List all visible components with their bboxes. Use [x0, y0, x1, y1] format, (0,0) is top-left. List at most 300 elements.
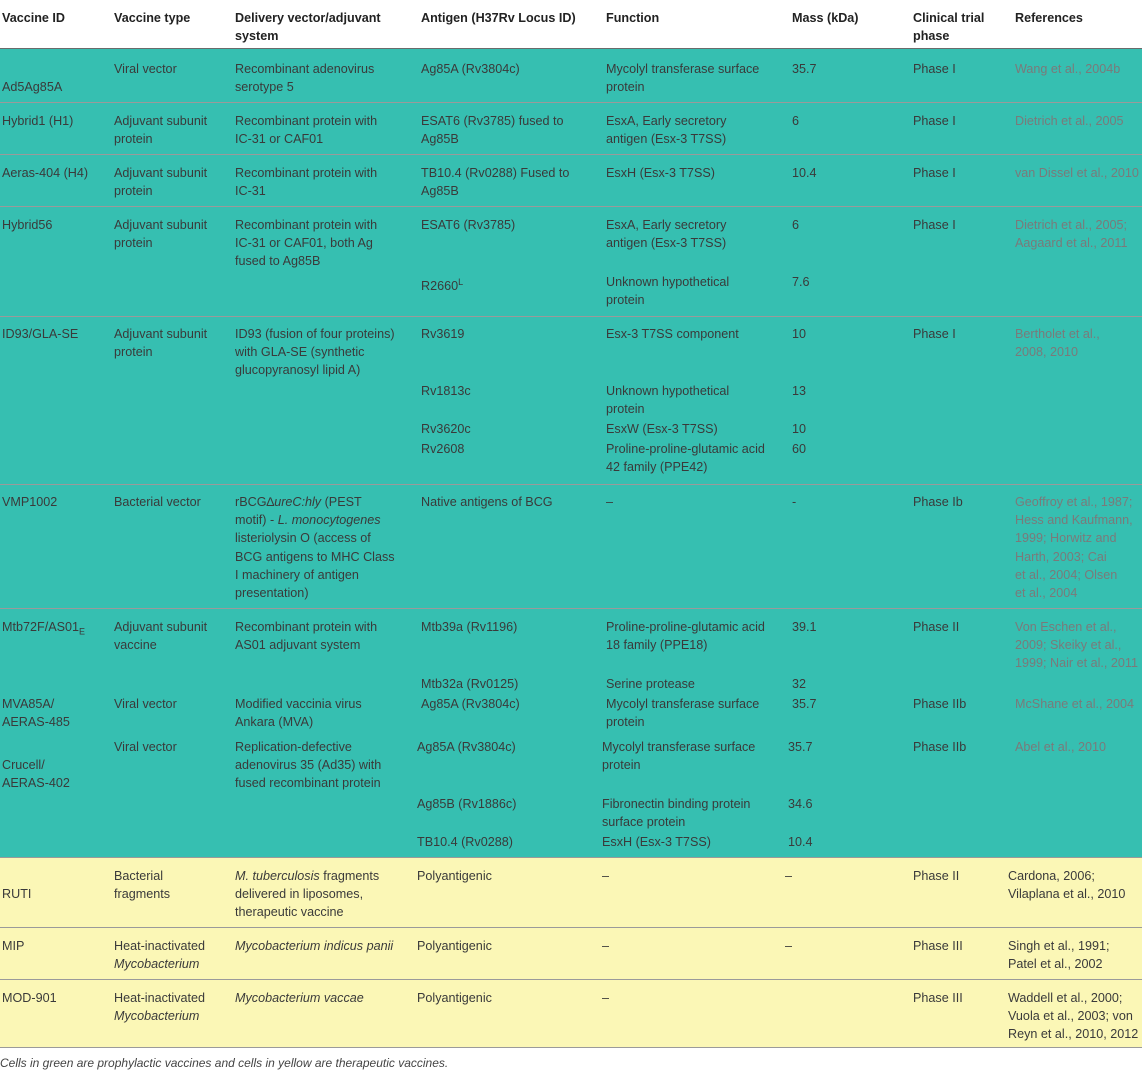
table-cell — [417, 989, 492, 1007]
cell-line: et al., 2004; Olsen — [1015, 567, 1118, 582]
column-header: Mass (kDa) — [792, 11, 859, 25]
table-cell — [417, 833, 513, 851]
cell-line: I machinery of antigen — [235, 567, 359, 582]
table-cell — [913, 937, 963, 955]
cell-line: Rv3619 — [421, 327, 465, 341]
cell-line: Heat-inactivated — [114, 991, 206, 1005]
cell-line: Phase II — [913, 620, 960, 634]
cell-line: 42 family (PPE42) — [606, 460, 708, 475]
row-separator — [0, 1047, 1142, 1048]
column-header: Delivery vector/adjuvant system — [235, 11, 381, 43]
cell-line: Recombinant protein with — [235, 620, 378, 634]
cell-line: Phase IIb — [913, 697, 967, 711]
table-cell — [788, 833, 813, 851]
cell-line: - — [792, 495, 797, 509]
cell-line: Geoffroy et al., 1987; — [1015, 495, 1133, 509]
cell-line: delivered in liposomes, — [235, 887, 364, 902]
table-cell — [785, 867, 792, 885]
cell-line: Vilaplana et al., 2010 — [1008, 887, 1126, 902]
table-cell — [2, 695, 70, 731]
table-cell — [913, 493, 963, 511]
table-cell — [235, 738, 381, 793]
table-cell — [421, 440, 464, 458]
cell-line: Polyantigenic — [417, 869, 492, 883]
cell-line: protein — [606, 80, 645, 95]
table-cell — [417, 867, 492, 885]
table-cell — [2, 493, 57, 511]
table-cell — [913, 112, 956, 130]
cell-line: MVA85A/ — [2, 697, 55, 711]
table-cell — [792, 60, 817, 78]
reference-cell — [1015, 695, 1134, 713]
column-header: Vaccine type — [114, 11, 191, 25]
cell-line: Cardona, 2006; — [1008, 869, 1095, 883]
table-cell — [788, 795, 813, 813]
cell-line: Adjuvant subunit — [114, 327, 208, 341]
cell-line: Ag85A (Rv3804c) — [417, 740, 516, 754]
table-cell — [792, 273, 810, 291]
column-header: Function — [606, 11, 660, 25]
cell-line: Mtb32a (Rv0125) — [421, 677, 519, 691]
cell-line: IC-31 or CAF01 — [235, 132, 324, 147]
cell-line: protein — [114, 132, 153, 147]
cell-line: Mycobacterium indicus panii — [235, 939, 394, 953]
table-cell — [913, 867, 959, 885]
cell-line: – — [785, 939, 793, 953]
cell-line: 1999; Nair et al., 2011 — [1015, 656, 1138, 671]
cell-line: McShane et al., 2004 — [1015, 697, 1135, 711]
column-header: Clinical trial phase — [913, 11, 985, 43]
cell-line: van Dissel et al., 2010 — [1015, 166, 1139, 180]
cell-line: Esx-3 T7SS component — [606, 327, 739, 341]
cell-line: 10 — [792, 422, 807, 436]
table-cell — [235, 325, 395, 380]
cell-line: Singh et al., 1991; — [1008, 939, 1110, 953]
cell-line: Ag85A (Rv3804c) — [421, 62, 520, 76]
cell-line: fused to Ag85B — [235, 254, 321, 269]
cell-line: Native antigens of BCG — [421, 495, 553, 509]
cell-line: Phase Ib — [913, 495, 963, 509]
cell-line: Hybrid56 — [2, 218, 53, 232]
table-cell — [785, 937, 792, 955]
cell-line: Phase III — [913, 939, 963, 953]
cell-line: Ag85B — [421, 184, 459, 199]
cell-line: protein — [114, 345, 153, 360]
cell-line: adenovirus 35 (Ad35) with — [235, 758, 382, 773]
cell-line: glucopyranosyl lipid A) — [235, 363, 361, 378]
cell-line: 10.4 — [788, 835, 813, 849]
reference-cell — [1015, 738, 1106, 756]
table-cell — [421, 618, 517, 636]
table-cell — [606, 112, 726, 148]
cell-line: Vuola et al., 2003; von — [1008, 1009, 1133, 1024]
table-cell — [235, 867, 379, 922]
table-cell — [114, 325, 207, 361]
table-cell — [114, 216, 207, 252]
cell-line: MIP — [2, 939, 25, 953]
cell-line: Phase I — [913, 166, 956, 180]
cell-line: ESAT6 (Rv3785) fused to — [421, 114, 564, 128]
table-cell — [114, 867, 170, 903]
row-separator — [0, 857, 1142, 858]
row-separator — [0, 927, 1142, 928]
column-header: Antigen (H37Rv Locus ID) — [421, 11, 576, 25]
cell-line: IC-31 — [235, 184, 266, 199]
cell-line: Viral vector — [114, 697, 177, 711]
cell-line: Adjuvant subunit — [114, 620, 208, 634]
table-cell — [114, 618, 207, 654]
table-cell — [606, 675, 695, 693]
cell-line: therapeutic vaccine — [235, 905, 344, 920]
cell-line: Bertholet et al., — [1015, 327, 1100, 341]
cell-line: Adjuvant subunit — [114, 114, 208, 128]
table-cell — [417, 937, 492, 955]
cell-line: Aeras-404 (H4) — [2, 166, 89, 180]
table-cell — [602, 937, 609, 955]
table-cell — [2, 885, 31, 903]
cell-line: EsxA, Early secretory — [606, 114, 727, 128]
cell-line: AS01 adjuvant system — [235, 638, 361, 653]
table-caption: Cells in green are prophylactic vaccines and cells in yellow are therapeutic vaccines. — [0, 1056, 449, 1070]
table-cell — [235, 937, 393, 955]
cell-line: – — [602, 939, 610, 953]
row-separator — [0, 979, 1142, 980]
table-cell — [2, 216, 52, 234]
table-cell — [792, 493, 796, 511]
column-header: References — [1015, 11, 1083, 25]
cell-line: Viral vector — [114, 740, 177, 754]
row-separator — [0, 102, 1142, 103]
table-cell — [606, 164, 715, 182]
table-cell — [792, 382, 806, 400]
table-cell — [602, 989, 609, 1007]
table-cell — [788, 738, 813, 756]
cell-line: Crucell/ — [2, 758, 45, 772]
table-cell — [792, 164, 817, 182]
cell-line: Rv2608 — [421, 442, 465, 456]
cell-line: Reyn et al., 2010, 2012 — [1008, 1027, 1139, 1042]
cell-line: Phase I — [913, 218, 956, 232]
cell-line: protein — [114, 236, 153, 251]
table-cell — [602, 795, 750, 831]
table-cell — [792, 420, 806, 438]
table-cell — [114, 695, 177, 713]
cell-line: IC-31 or CAF01, both Ag — [235, 236, 373, 251]
cell-line: 18 family (PPE18) — [606, 638, 708, 653]
table-cell — [913, 695, 966, 713]
cell-line: ID93 (fusion of four proteins) — [235, 327, 395, 341]
cell-line: Adjuvant subunit — [114, 166, 208, 180]
table-cell — [606, 493, 613, 511]
cell-line: Ag85B (Rv1886c) — [417, 797, 517, 811]
table-cell — [606, 695, 759, 731]
reference-cell — [1015, 164, 1139, 182]
cell-line: – — [785, 869, 793, 883]
table-cell — [606, 382, 729, 418]
reference-cell — [1015, 112, 1124, 130]
cell-line: 7.6 — [792, 275, 810, 289]
table-cell — [421, 164, 569, 200]
cell-line: Dietrich et al., 2005 — [1015, 114, 1124, 128]
cell-line: Fibronectin binding protein — [602, 797, 751, 811]
table-cell — [792, 325, 806, 343]
table-cell — [606, 440, 765, 476]
table-cell — [792, 216, 799, 234]
cell-line: Ag85B — [421, 132, 459, 147]
table-cell — [421, 112, 564, 148]
table-cell — [2, 60, 62, 96]
cell-line: TB10.4 (Rv0288) — [417, 835, 513, 849]
table-cell — [421, 325, 464, 343]
cell-line: 32 — [792, 677, 807, 691]
cell-line: surface protein — [602, 815, 686, 830]
table-cell — [235, 60, 374, 96]
table-cell — [606, 618, 765, 654]
cell-line: Unknown hypothetical — [606, 384, 730, 398]
table-cell — [235, 164, 377, 200]
cell-line: Ad5Ag85A — [2, 80, 63, 95]
cell-line: Phase II — [913, 869, 960, 883]
table-cell — [792, 112, 799, 130]
cell-line: 60 — [792, 442, 807, 456]
table-cell — [114, 937, 205, 973]
cell-line: Hybrid1 (H1) — [2, 114, 74, 128]
cell-line: Wang et al., 2004b — [1015, 62, 1121, 76]
cell-line: Polyantigenic — [417, 991, 492, 1005]
cell-line: Mycolyl transferase surface — [606, 697, 760, 711]
cell-line: protein — [606, 715, 645, 730]
cell-line: Adjuvant subunit — [114, 218, 208, 232]
cell-line: Von Eschen et al., — [1015, 620, 1117, 634]
superscript: L — [458, 277, 464, 287]
cell-line: BCG antigens to MHC Class — [235, 549, 395, 564]
row-separator — [0, 154, 1142, 155]
table-cell — [913, 738, 966, 756]
cell-line: AERAS-402 — [2, 776, 70, 791]
cell-line: 39.1 — [792, 620, 817, 634]
table-cell — [114, 164, 207, 200]
table-cell — [913, 216, 956, 234]
cell-line: Bacterial — [114, 869, 163, 883]
cell-line — [2, 60, 62, 78]
cell-line: protein — [606, 293, 645, 308]
cell-line: Heat-inactivated — [114, 939, 206, 953]
table-cell — [792, 440, 806, 458]
cell-line: Modified vaccinia virus — [235, 697, 362, 711]
cell-line: Mycobacterium vaccae — [235, 991, 364, 1005]
table-cell — [1008, 867, 1125, 903]
table-cell — [913, 618, 959, 636]
cell-line: protein — [114, 184, 153, 199]
table-cell — [602, 833, 711, 851]
cell-line: Mtb39a (Rv1196) — [421, 620, 518, 634]
row-separator — [0, 206, 1142, 207]
table-cell — [235, 112, 377, 148]
table-cell — [421, 382, 471, 400]
cell-line: 13 — [792, 384, 807, 398]
cell-line: Recombinant protein with — [235, 218, 378, 232]
cell-line: Replication-defective — [235, 740, 352, 754]
table-cell — [913, 325, 956, 343]
table-cell — [114, 493, 201, 511]
table-cell — [913, 989, 963, 1007]
table-cell — [235, 695, 362, 731]
cell-line: Mycobacterium — [114, 1009, 200, 1024]
table-cell — [2, 112, 73, 130]
cell-line: TB10.4 (Rv0288) Fused to — [421, 166, 570, 180]
cell-line: Proline-proline-glutamic acid — [606, 620, 765, 634]
column-header: Vaccine ID — [2, 11, 66, 25]
table-cell — [606, 273, 729, 309]
reference-cell — [1015, 493, 1133, 602]
table-cell — [913, 60, 956, 78]
cell-line: 6 — [792, 114, 800, 128]
table-cell — [606, 420, 718, 438]
cell-line: 10.4 — [792, 166, 817, 180]
cell-line: Ankara (MVA) — [235, 715, 314, 730]
cell-line: Bacterial vector — [114, 495, 201, 509]
cell-line: Serine protease — [606, 677, 695, 691]
cell-line: Phase I — [913, 62, 956, 76]
table-cell — [235, 493, 395, 602]
cell-line: – — [602, 869, 610, 883]
cell-line: 35.7 — [792, 62, 817, 76]
cell-line: protein — [606, 402, 645, 417]
cell-line: 34.6 — [788, 797, 813, 811]
table-cell — [2, 989, 57, 1007]
cell-line: Patel et al., 2002 — [1008, 957, 1103, 972]
table-cell — [235, 216, 377, 271]
table-cell — [2, 618, 85, 641]
cell-line: Ag85A (Rv3804c) — [421, 697, 520, 711]
reference-cell — [1015, 618, 1138, 673]
cell-line: antigen (Esx-3 T7SS) — [606, 236, 727, 251]
cell-line: Unknown hypothetical — [606, 275, 730, 289]
cell-line: listeriolysin O (access of — [235, 531, 371, 546]
cell-line: 1999; Horwitz and — [1015, 531, 1117, 546]
cell-line: Hess and Kaufmann, — [1015, 513, 1133, 528]
cell-line: vaccine — [114, 638, 157, 653]
table-cell — [417, 795, 516, 813]
cell-line: antigen (Esx-3 T7SS) — [606, 132, 727, 147]
table-cell — [235, 618, 377, 654]
reference-cell — [1015, 216, 1128, 252]
cell-line: Phase I — [913, 114, 956, 128]
table-cell — [2, 164, 88, 182]
table-cell — [2, 937, 24, 955]
table-cell — [114, 112, 207, 148]
reference-cell — [1015, 325, 1100, 361]
cell-line: Abel et al., 2010 — [1015, 740, 1107, 754]
table-cell — [602, 738, 755, 774]
cell-line: $R2660^L$ — [421, 277, 464, 294]
subscript: E — [79, 626, 86, 637]
table-cell — [421, 273, 463, 295]
cell-line: EsxH (Esx-3 T7SS) — [606, 166, 715, 180]
table-cell — [606, 325, 739, 343]
cell-line: serotype 5 — [235, 80, 294, 95]
cell-line: M. tuberculosis fragments — [235, 869, 380, 883]
cell-line: 2009; Skeiky et al., — [1015, 638, 1122, 653]
cell-line: 35.7 — [788, 740, 813, 754]
row-separator — [0, 316, 1142, 317]
table-cell — [421, 695, 520, 713]
cell-line: Recombinant protein with — [235, 166, 378, 180]
cell-line: protein — [602, 758, 641, 773]
table-cell — [1008, 937, 1110, 973]
cell-line: Polyantigenic — [417, 939, 492, 953]
cell-line: 35.7 — [792, 697, 817, 711]
cell-line: – — [602, 991, 610, 1005]
cell-line: Rv3620c — [421, 422, 471, 436]
cell-line: Mycolyl transferase surface — [606, 62, 760, 76]
cell-line: – — [606, 495, 614, 509]
table-cell — [114, 738, 177, 756]
cell-line: Recombinant adenovirus — [235, 62, 375, 76]
table-cell — [913, 164, 956, 182]
cell-line: Viral vector — [114, 62, 177, 76]
cell-line: fragments — [114, 887, 170, 902]
cell-line: 6 — [792, 218, 800, 232]
table-cell — [2, 756, 70, 792]
cell-line: Dietrich et al., 2005; — [1015, 218, 1128, 232]
table-cell — [2, 325, 78, 343]
cell-line: Harth, 2003; Cai — [1015, 549, 1107, 564]
cell-line: RUTI — [2, 887, 32, 901]
cell-line: EsxH (Esx-3 T7SS) — [602, 835, 711, 849]
cell-line: fused recombinant protein — [235, 776, 381, 791]
cell-line: Rv1813c — [421, 384, 471, 398]
cell-line: Waddell et al., 2000; — [1008, 991, 1123, 1005]
row-separator — [0, 608, 1142, 609]
cell-line: 10 — [792, 327, 807, 341]
cell-line: Recombinant protein with — [235, 114, 378, 128]
cell-line: Mycolyl transferase surface — [602, 740, 756, 754]
cell-line: MOD-901 — [2, 991, 57, 1005]
cell-line: AERAS-485 — [2, 715, 70, 730]
cell-line: Aagaard et al., 2011 — [1015, 236, 1128, 251]
cell-line: 2008, 2010 — [1015, 345, 1079, 360]
cell-line: with GLA-SE (synthetic — [235, 345, 365, 360]
table-cell — [421, 420, 471, 438]
cell-line: et al., 2004 — [1015, 586, 1078, 601]
cell-line: presentation) — [235, 586, 309, 601]
table-cell — [792, 675, 806, 693]
reference-cell — [1015, 60, 1120, 78]
row-separator — [0, 484, 1142, 485]
table-cell — [421, 216, 515, 234]
table-cell — [421, 60, 520, 78]
table-cell — [235, 989, 364, 1007]
table-cell — [606, 60, 759, 96]
cell-line: motif) - L. monocytogenes — [235, 513, 381, 528]
cell-line: Proline-proline-glutamic acid — [606, 442, 765, 456]
cell-line: Phase IIb — [913, 740, 967, 754]
cell-line: Phase III — [913, 991, 963, 1005]
cell-line: Mycobacterium — [114, 957, 200, 972]
table-cell — [1008, 989, 1138, 1044]
cell-line: ID93/GLA-SE — [2, 327, 79, 341]
cell-line: EsxW (Esx-3 T7SS) — [606, 422, 718, 436]
table-cell — [421, 675, 518, 693]
cell-line: EsxA, Early secretory — [606, 218, 727, 232]
cell-line: $Mtb72F/AS01_E$ — [2, 620, 86, 637]
table-cell — [421, 493, 553, 511]
table-cell — [792, 618, 817, 636]
table-cell — [114, 60, 177, 78]
table-cell — [417, 738, 516, 756]
cell-line: Phase I — [913, 327, 956, 341]
